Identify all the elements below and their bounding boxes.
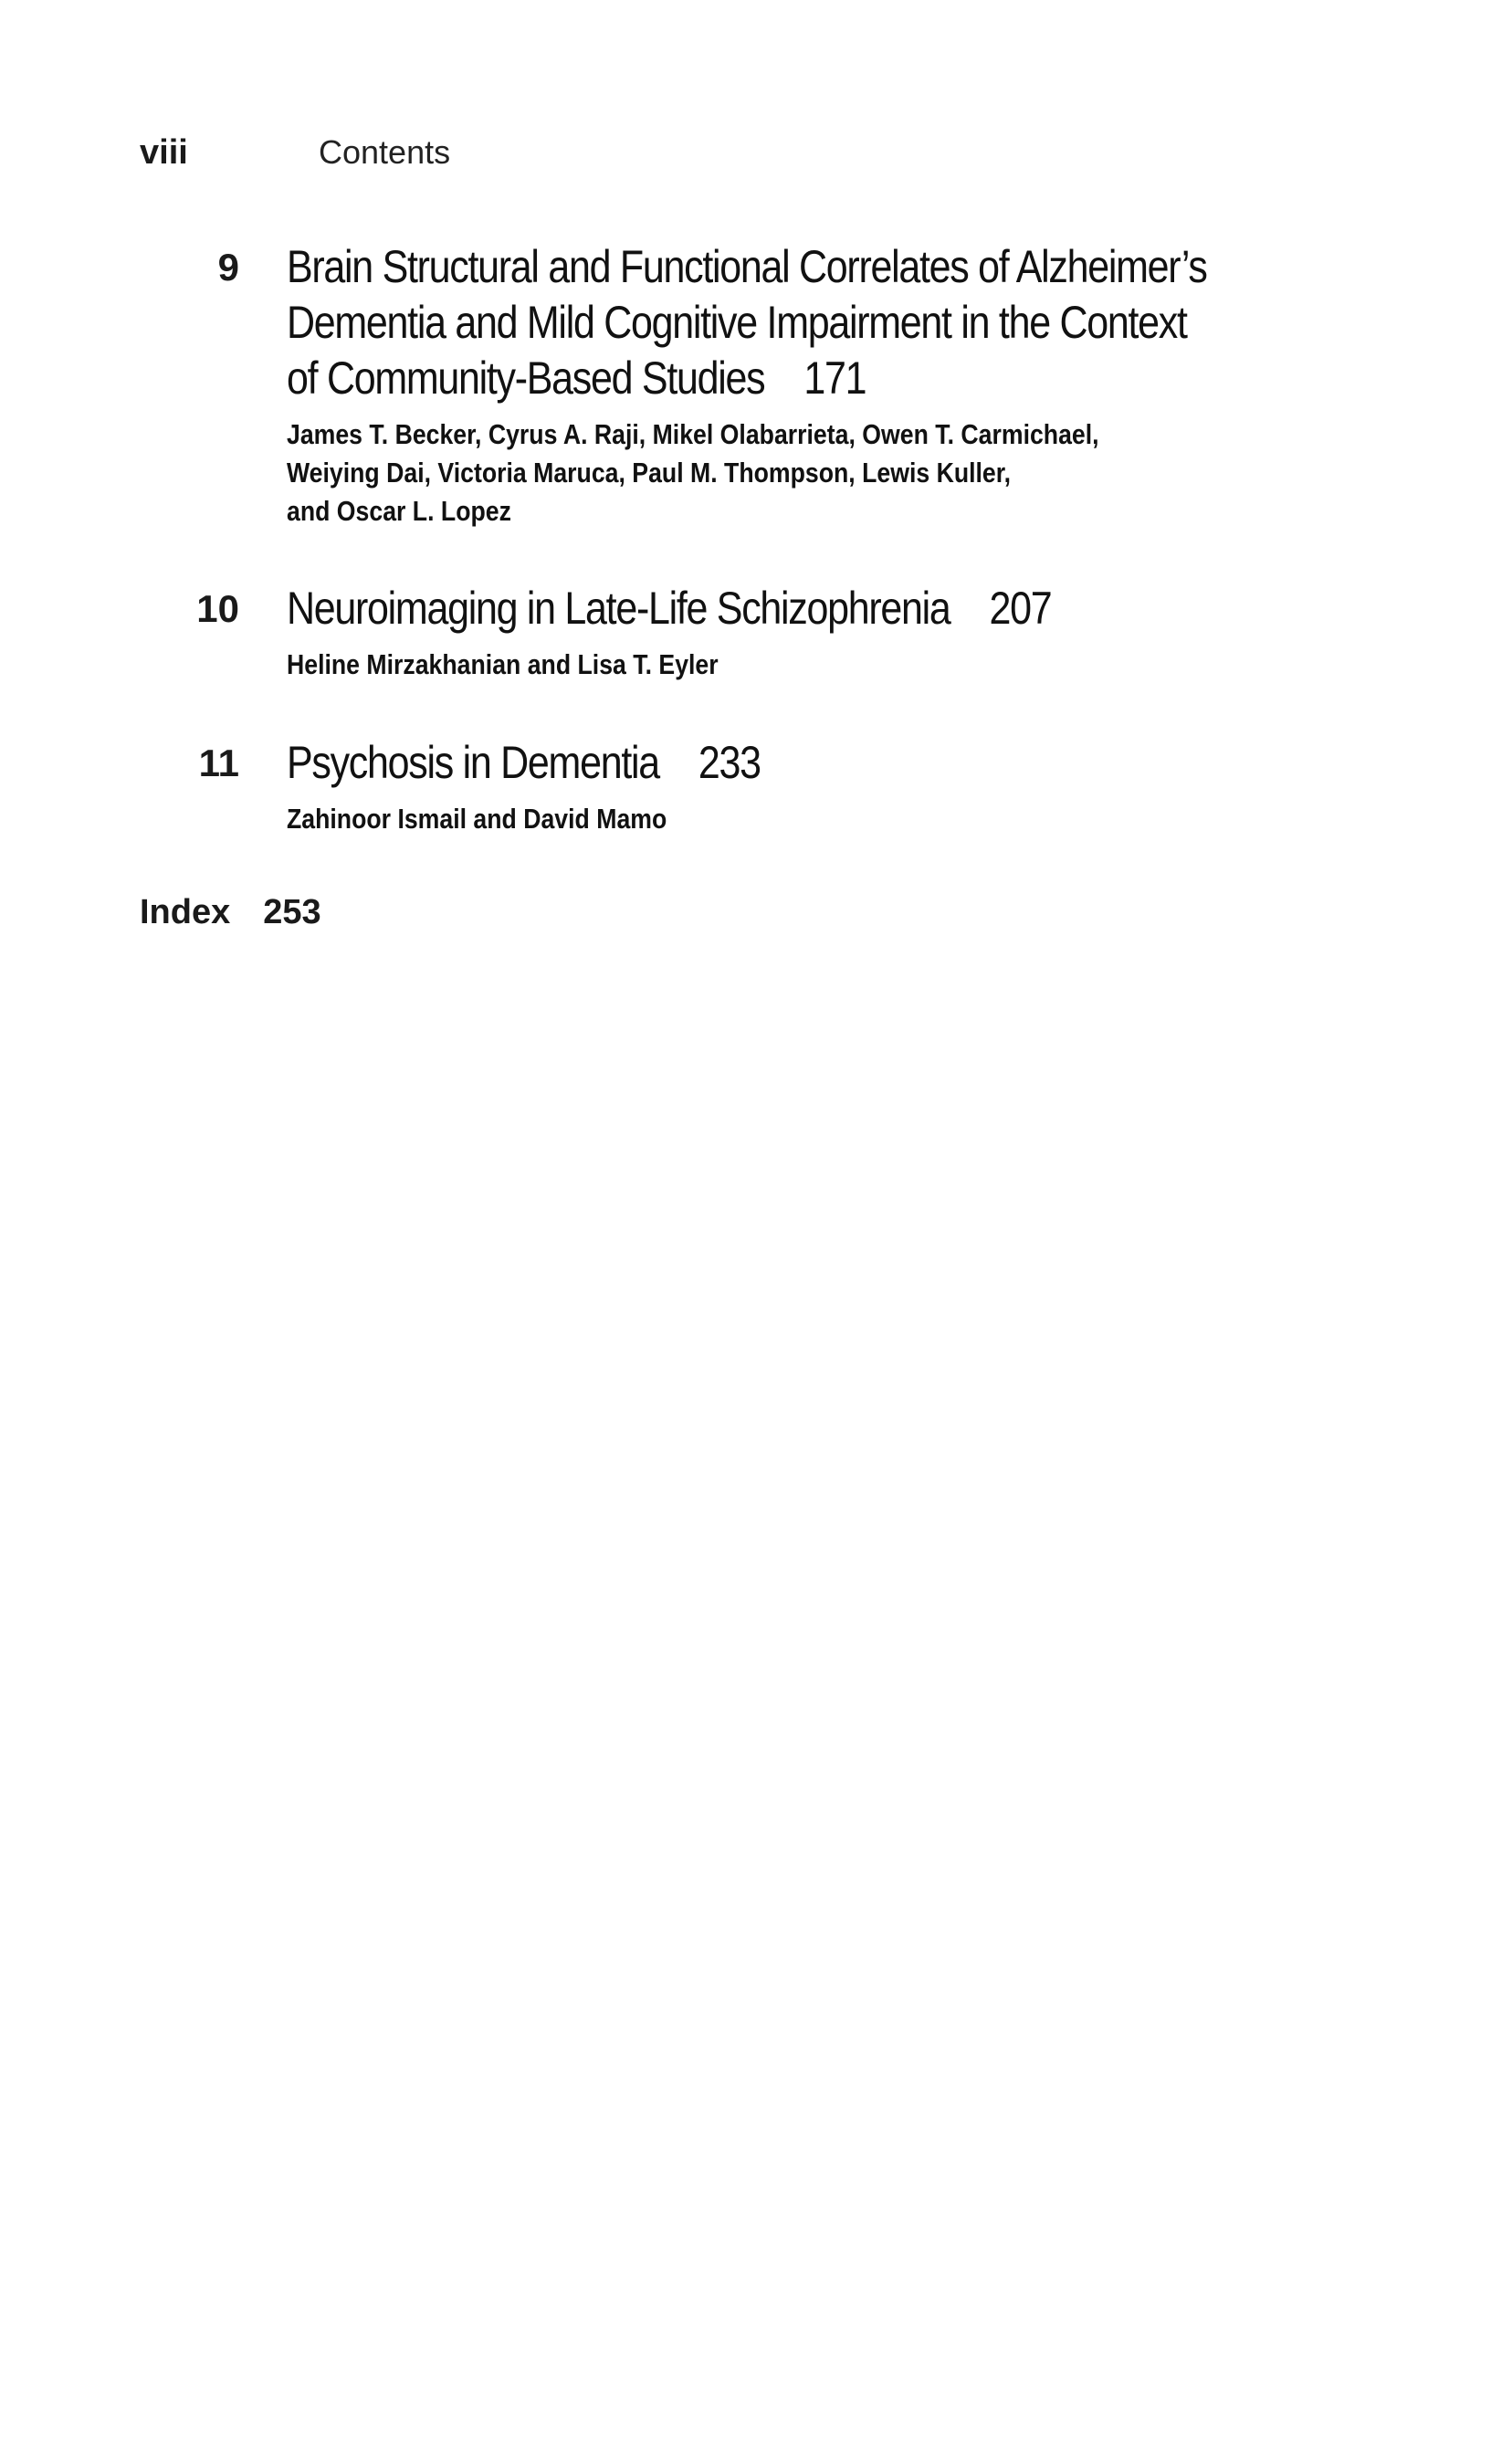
author-line: James T. Becker, Cyrus A. Raji, Mikel Olabarrieta, Owen T. Carmichael, [287, 418, 1099, 450]
chapter-title-line: Psychosis in Dementia [287, 737, 659, 788]
author-line: Weiying Dai, Victoria Maruca, Paul M. Thompson, Lewis Kuller, [287, 457, 1012, 489]
chapter-page-number: 233 [698, 737, 761, 788]
index-label: Index [140, 893, 231, 931]
chapter-page-number: 207 [989, 583, 1052, 634]
chapter-title[interactable] [287, 239, 1229, 406]
page-number: viii [140, 133, 188, 172]
chapter-number: 9 [217, 246, 239, 289]
index-page-number: 253 [263, 893, 321, 931]
chapter-page-number: 171 [803, 352, 866, 404]
toc-entry-index[interactable] [140, 893, 321, 932]
chapter-title[interactable] [287, 581, 1229, 636]
chapter-authors [287, 800, 1229, 838]
toc-entry-chapter-10[interactable] [140, 581, 1235, 684]
toc-entry-chapter-11[interactable] [140, 735, 1235, 838]
chapter-number: 11 [198, 741, 239, 784]
chapter-title-line: Brain Structural and Functional Correlates of Alzheimer’s [287, 241, 1207, 292]
chapter-title-line: Dementia and Mild Cognitive Impairment in the Context [287, 297, 1187, 348]
running-head: Contents [319, 133, 451, 171]
chapter-authors [287, 646, 1229, 684]
chapter-number: 10 [196, 587, 239, 630]
toc-entry-chapter-9[interactable] [140, 239, 1235, 531]
page-header [140, 133, 450, 173]
author-line: and Oscar L. Lopez [287, 495, 511, 527]
chapter-title-line: of Community-Based Studies [287, 352, 765, 404]
author-line: Heline Mirzakhanian and Lisa T. Eyler [287, 648, 719, 680]
chapter-title-line: Neuroimaging in Late-Life Schizophrenia [287, 583, 950, 634]
chapter-authors [287, 415, 1229, 531]
author-line: Zahinoor Ismail and David Mamo [287, 803, 667, 835]
chapter-title[interactable] [287, 735, 1229, 791]
